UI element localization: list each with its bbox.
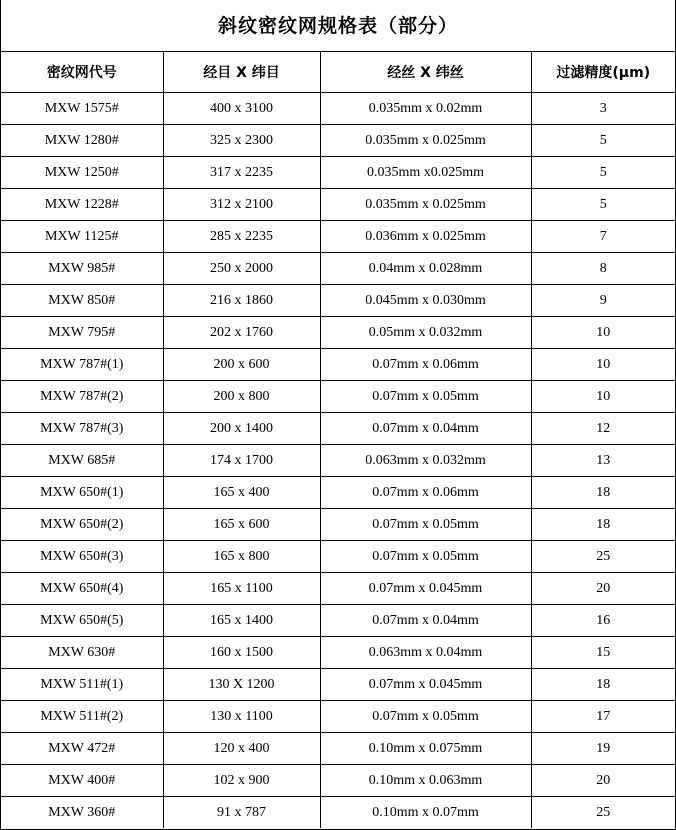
cell-wire-diameter: 0.07mm x 0.06mm	[320, 477, 531, 509]
cell-code: MXW 787#(1)	[1, 349, 163, 381]
cell-wire-diameter: 0.07mm x 0.045mm	[320, 669, 531, 701]
cell-filter-rating: 13	[531, 445, 675, 477]
cell-filter-rating: 18	[531, 477, 675, 509]
cell-code: MXW 685#	[1, 445, 163, 477]
spec-table	[1, 52, 675, 828]
cell-filter-rating: 15	[531, 637, 675, 669]
cell-mesh-count: 102 x 900	[163, 765, 320, 797]
table-row	[1, 637, 675, 669]
cell-mesh-count: 200 x 600	[163, 349, 320, 381]
cell-filter-rating: 8	[531, 253, 675, 285]
cell-code: MXW 400#	[1, 765, 163, 797]
cell-mesh-count: 130 X 1200	[163, 669, 320, 701]
cell-code: MXW 650#(3)	[1, 541, 163, 573]
cell-filter-rating: 20	[531, 765, 675, 797]
cell-mesh-count: 216 x 1860	[163, 285, 320, 317]
cell-filter-rating: 20	[531, 573, 675, 605]
table-row	[1, 605, 675, 637]
cell-mesh-count: 91 x 787	[163, 797, 320, 829]
cell-wire-diameter: 0.07mm x 0.04mm	[320, 413, 531, 445]
header-wire-diameter: 经丝 X 纬丝	[320, 52, 531, 93]
cell-filter-rating: 25	[531, 541, 675, 573]
table-body	[1, 93, 675, 829]
cell-filter-rating: 10	[531, 349, 675, 381]
cell-code: MXW 787#(3)	[1, 413, 163, 445]
cell-mesh-count: 200 x 800	[163, 381, 320, 413]
cell-mesh-count: 165 x 1400	[163, 605, 320, 637]
cell-wire-diameter: 0.07mm x 0.04mm	[320, 605, 531, 637]
cell-mesh-count: 285 x 2235	[163, 221, 320, 253]
cell-filter-rating: 16	[531, 605, 675, 637]
cell-mesh-count: 165 x 1100	[163, 573, 320, 605]
table-row	[1, 381, 675, 413]
table-row	[1, 221, 675, 253]
cell-code: MXW 795#	[1, 317, 163, 349]
header-filter-rating: 过滤精度(μm)	[531, 52, 675, 93]
cell-code: MXW 650#(2)	[1, 509, 163, 541]
cell-mesh-count: 165 x 600	[163, 509, 320, 541]
cell-wire-diameter: 0.10mm x 0.07mm	[320, 797, 531, 829]
cell-mesh-count: 325 x 2300	[163, 125, 320, 157]
cell-wire-diameter: 0.035mm x0.025mm	[320, 157, 531, 189]
cell-filter-rating: 12	[531, 413, 675, 445]
header-code: 密纹网代号	[1, 52, 163, 93]
table-row	[1, 477, 675, 509]
table-row	[1, 349, 675, 381]
cell-mesh-count: 250 x 2000	[163, 253, 320, 285]
cell-code: MXW 511#(2)	[1, 701, 163, 733]
table-row	[1, 157, 675, 189]
cell-code: MXW 650#(4)	[1, 573, 163, 605]
cell-wire-diameter: 0.07mm x 0.05mm	[320, 381, 531, 413]
cell-wire-diameter: 0.10mm x 0.063mm	[320, 765, 531, 797]
cell-mesh-count: 120 x 400	[163, 733, 320, 765]
cell-filter-rating: 17	[531, 701, 675, 733]
table-row	[1, 669, 675, 701]
table-row	[1, 125, 675, 157]
cell-filter-rating: 25	[531, 797, 675, 829]
cell-filter-rating: 5	[531, 125, 675, 157]
cell-mesh-count: 165 x 800	[163, 541, 320, 573]
cell-code: MXW 1280#	[1, 125, 163, 157]
cell-code: MXW 511#(1)	[1, 669, 163, 701]
cell-code: MXW 787#(2)	[1, 381, 163, 413]
cell-wire-diameter: 0.07mm x 0.05mm	[320, 509, 531, 541]
cell-mesh-count: 174 x 1700	[163, 445, 320, 477]
cell-wire-diameter: 0.07mm x 0.06mm	[320, 349, 531, 381]
table-row	[1, 797, 675, 829]
table-row	[1, 541, 675, 573]
cell-filter-rating: 19	[531, 733, 675, 765]
cell-wire-diameter: 0.10mm x 0.075mm	[320, 733, 531, 765]
table-row	[1, 317, 675, 349]
table-row	[1, 253, 675, 285]
cell-mesh-count: 200 x 1400	[163, 413, 320, 445]
cell-code: MXW 650#(5)	[1, 605, 163, 637]
cell-wire-diameter: 0.045mm x 0.030mm	[320, 285, 531, 317]
cell-code: MXW 472#	[1, 733, 163, 765]
cell-filter-rating: 10	[531, 317, 675, 349]
cell-mesh-count: 202 x 1760	[163, 317, 320, 349]
table-row	[1, 509, 675, 541]
cell-code: MXW 650#(1)	[1, 477, 163, 509]
sheet-title: 斜纹密纹网规格表（部分）	[1, 0, 675, 52]
cell-mesh-count: 165 x 400	[163, 477, 320, 509]
cell-wire-diameter: 0.035mm x 0.02mm	[320, 93, 531, 125]
cell-mesh-count: 312 x 2100	[163, 189, 320, 221]
cell-filter-rating: 18	[531, 669, 675, 701]
cell-code: MXW 360#	[1, 797, 163, 829]
cell-mesh-count: 317 x 2235	[163, 157, 320, 189]
table-row	[1, 701, 675, 733]
cell-code: MXW 1228#	[1, 189, 163, 221]
cell-code: MXW 1250#	[1, 157, 163, 189]
cell-code: MXW 630#	[1, 637, 163, 669]
cell-wire-diameter: 0.04mm x 0.028mm	[320, 253, 531, 285]
table-row	[1, 733, 675, 765]
table-row	[1, 765, 675, 797]
cell-mesh-count: 400 x 3100	[163, 93, 320, 125]
cell-filter-rating: 3	[531, 93, 675, 125]
cell-code: MXW 1575#	[1, 93, 163, 125]
cell-wire-diameter: 0.063mm x 0.04mm	[320, 637, 531, 669]
header-mesh-count: 经目 X 纬目	[163, 52, 320, 93]
cell-wire-diameter: 0.063mm x 0.032mm	[320, 445, 531, 477]
cell-mesh-count: 130 x 1100	[163, 701, 320, 733]
cell-wire-diameter: 0.035mm x 0.025mm	[320, 189, 531, 221]
cell-wire-diameter: 0.036mm x 0.025mm	[320, 221, 531, 253]
table-row	[1, 573, 675, 605]
table-row	[1, 445, 675, 477]
cell-filter-rating: 18	[531, 509, 675, 541]
cell-filter-rating: 5	[531, 157, 675, 189]
cell-wire-diameter: 0.07mm x 0.05mm	[320, 541, 531, 573]
cell-mesh-count: 160 x 1500	[163, 637, 320, 669]
header-row	[1, 52, 675, 93]
table-row	[1, 93, 675, 125]
table-row	[1, 189, 675, 221]
cell-code: MXW 850#	[1, 285, 163, 317]
cell-filter-rating: 9	[531, 285, 675, 317]
cell-code: MXW 985#	[1, 253, 163, 285]
cell-filter-rating: 10	[531, 381, 675, 413]
cell-filter-rating: 7	[531, 221, 675, 253]
cell-wire-diameter: 0.05mm x 0.032mm	[320, 317, 531, 349]
cell-wire-diameter: 0.07mm x 0.045mm	[320, 573, 531, 605]
table-row	[1, 285, 675, 317]
cell-wire-diameter: 0.035mm x 0.025mm	[320, 125, 531, 157]
cell-filter-rating: 5	[531, 189, 675, 221]
cell-wire-diameter: 0.07mm x 0.05mm	[320, 701, 531, 733]
cell-code: MXW 1125#	[1, 221, 163, 253]
table-row	[1, 413, 675, 445]
